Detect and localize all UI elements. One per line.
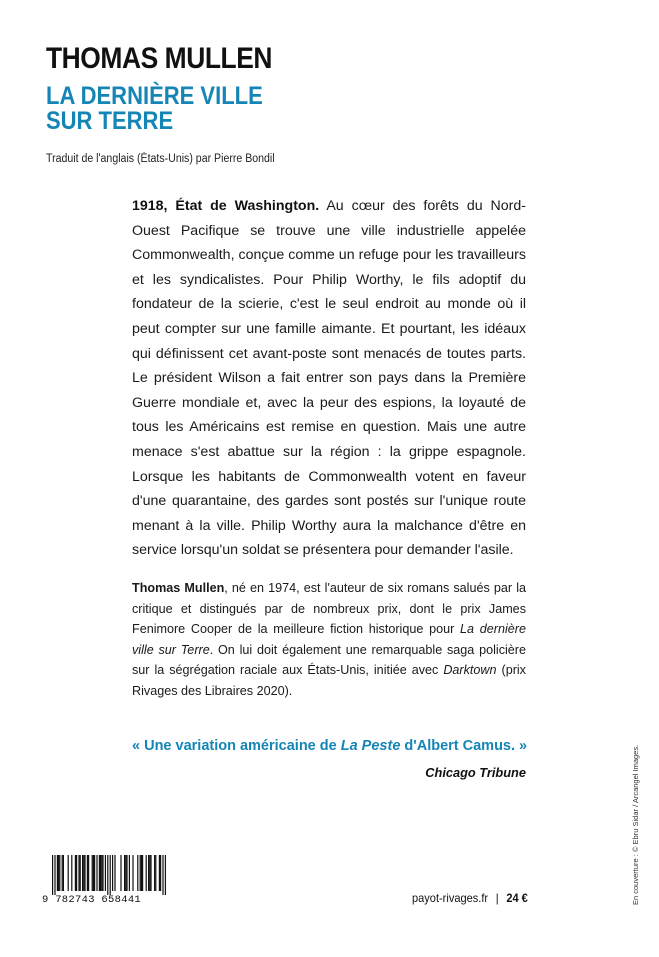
barcode-bar — [71, 855, 72, 891]
barcode-bar — [59, 855, 60, 891]
barcode-bar — [142, 855, 143, 891]
barcode-bar — [160, 855, 161, 891]
footer-separator: | — [495, 891, 499, 905]
barcode-bar — [99, 855, 100, 891]
synopsis-paragraph — [132, 194, 526, 563]
barcode-bar — [162, 855, 163, 895]
barcode-bar — [105, 855, 106, 891]
synopsis-body: Au cœur des forêts du Nord-Ouest Pacifique se trouve une ville industrielle appelée Commonwealth, conçue comme un refuge pour les travailleurs et les syndicalistes. Pour Philip Worthy, le fils adoptif du fondateur de la scierie, c'est le seul endroit au monde où il peut compter sur une famille aimante. Et pourtant, les idéaux qui définissent cet avant-poste sont menacés de toutes parts. Le président Wilson a fait entrer son pays dans la Première Guerre mondiale et, avec la peur des espions, la loyauté de tous les Américains est remise en question. Mais une autre menace s'est abattue sur la région : la grippe espagnole. Lorsque les habitants de Commonwealth votent en faveur d'une quarantaine, des gardes sont postés sur l'unique route menant à la ville. Philip Worthy aura la malchance d'être en service lorsqu'un soldat se présentera pour demander l'asile. — [132, 198, 526, 559]
barcode-bar — [125, 855, 126, 891]
quote-source: Chicago Tribune — [425, 765, 526, 780]
barcode-bar — [93, 855, 94, 891]
barcode-bar — [149, 855, 150, 891]
barcode-bar — [52, 855, 53, 895]
barcode-bar — [120, 855, 121, 891]
barcode-bar — [129, 855, 130, 891]
quote-book-title: La Peste — [340, 738, 401, 754]
price: 24 € — [506, 891, 528, 905]
cover-credit: En couverture : © Ebru Sidar / Arcangel Images. — [631, 744, 640, 905]
bio-book-title-1: La dernière ville sur Terre — [132, 622, 527, 657]
bio-text-3: (prix Rivages des Libraires 2020). — [132, 663, 526, 698]
bio-book-title-2: Darktown — [443, 663, 497, 678]
barcode-bar — [100, 855, 101, 891]
barcode-bar — [54, 855, 55, 895]
barcode-bar — [146, 855, 147, 891]
barcode-bar — [140, 855, 141, 891]
barcode-bar — [148, 855, 149, 891]
barcode-bar — [126, 855, 127, 891]
bio-text-1: , né en 1974, est l'auteur de six romans salués par la critique et distingués par de nombreux prix, dont le prix James Fenimore Cooper de la meilleure fiction historique pour — [132, 581, 527, 637]
bio-author-name: Thomas Mullen — [132, 581, 225, 595]
barcode-bar — [57, 855, 58, 891]
barcode-bar — [132, 855, 133, 891]
book-title-line-1: LA DERNIÈRE VILLE — [46, 82, 263, 110]
barcode-bar — [94, 855, 95, 891]
book-title-line-2: SUR TERRE — [46, 107, 174, 135]
barcode-bar — [165, 855, 166, 895]
barcode-bar — [137, 855, 138, 891]
barcode-bar — [58, 855, 59, 891]
barcode-bar — [110, 855, 111, 895]
publisher-website: payot-rivages.fr — [412, 891, 489, 905]
barcode-bar — [141, 855, 142, 891]
barcode-bar — [124, 855, 125, 891]
barcode-bar — [83, 855, 84, 891]
barcode-bar — [92, 855, 93, 891]
isbn-barcode — [42, 855, 168, 907]
barcode-bar — [82, 855, 83, 891]
barcode-bar — [88, 855, 89, 891]
isbn-digits: 9 782743 658441 — [42, 894, 142, 906]
barcode-bar — [68, 855, 69, 891]
barcode-bars — [42, 855, 168, 895]
barcode-bar — [63, 855, 64, 891]
barcode-bar — [87, 855, 88, 891]
barcode-bar — [84, 855, 85, 891]
barcode-bar — [96, 855, 97, 891]
footer — [412, 891, 528, 905]
barcode-bar — [62, 855, 63, 891]
barcode-bar — [154, 855, 155, 891]
press-quote — [132, 738, 526, 754]
book-title — [46, 84, 263, 134]
synopsis-lead: 1918, État de Washington. — [132, 198, 320, 214]
barcode-bar — [101, 855, 102, 891]
barcode-bar — [102, 855, 103, 891]
barcode-bar — [76, 855, 77, 891]
quote-text-1: « Une variation américaine de — [132, 738, 341, 754]
author-bio-paragraph — [132, 578, 526, 702]
author-name: THOMAS MULLEN — [46, 42, 272, 75]
barcode-bar — [114, 855, 115, 891]
barcode-bar — [150, 855, 151, 891]
barcode-bar — [159, 855, 160, 891]
barcode-bar — [107, 855, 108, 895]
translator-credit: Traduit de l'anglais (États-Unis) par Pierre Bondil — [46, 153, 275, 165]
barcode-bar — [80, 855, 81, 891]
barcode-bar — [112, 855, 113, 891]
barcode-bar — [78, 855, 79, 891]
quote-text-2: d'Albert Camus. » — [400, 738, 528, 754]
barcode-bar — [155, 855, 156, 891]
barcode-bar — [75, 855, 76, 891]
bio-text-2: . On lui doit également une remarquable saga policière sur la ségrégation raciale aux États-Unis, initiée avec — [132, 642, 527, 678]
